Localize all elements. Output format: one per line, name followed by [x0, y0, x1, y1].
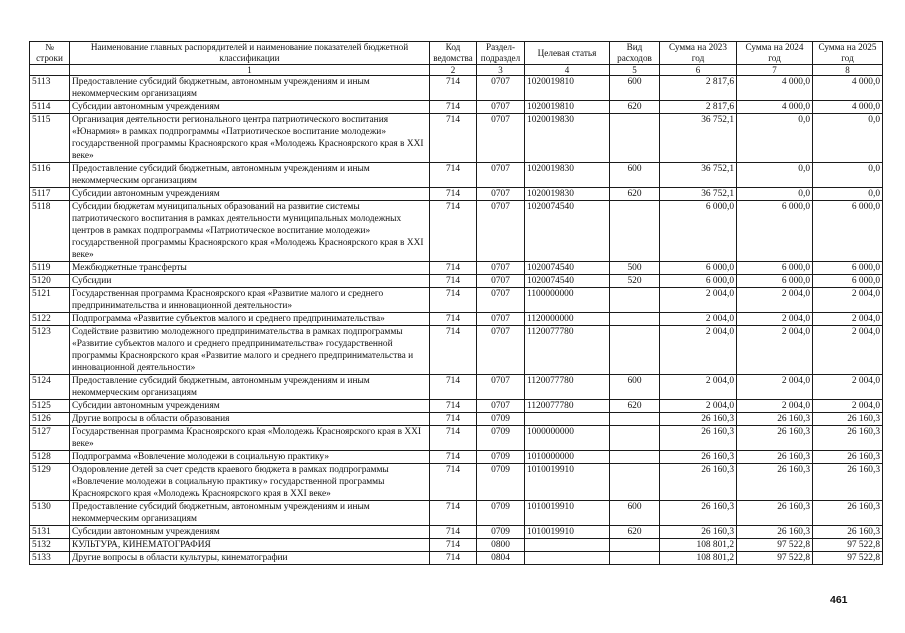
- section-code: 0707: [477, 375, 525, 400]
- sum-2023: 2 004,0: [660, 375, 737, 400]
- expense-type: 620: [610, 101, 660, 114]
- expense-type: 600: [610, 501, 660, 526]
- expense-type: [610, 288, 660, 313]
- header-target-item: Целевая статья: [525, 42, 610, 65]
- row-number: 5127: [30, 426, 70, 451]
- column-number: 6: [660, 65, 737, 76]
- row-name: Другие вопросы в области культуры, кинематографии: [70, 552, 430, 565]
- dept-code: 714: [430, 413, 477, 426]
- expense-type: [610, 114, 660, 163]
- target-item: 1020019810: [525, 76, 610, 101]
- row-name: Подпрограмма «Вовлечение молодежи в социальную практику»: [70, 451, 430, 464]
- sum-2025: 26 160,3: [813, 501, 883, 526]
- row-number: 5132: [30, 539, 70, 552]
- dept-code: 714: [430, 326, 477, 375]
- dept-code: 714: [430, 451, 477, 464]
- row-name: Субсидии автономным учреждениям: [70, 526, 430, 539]
- section-code: 0709: [477, 501, 525, 526]
- sum-2024: 0,0: [737, 163, 813, 188]
- target-item: 1000000000: [525, 426, 610, 451]
- column-number: 8: [813, 65, 883, 76]
- row-name: Субсидии автономным учреждениям: [70, 101, 430, 114]
- expense-type: 620: [610, 400, 660, 413]
- table-row: [30, 313, 883, 326]
- row-name: Предоставление субсидий бюджетным, автономным учреждениям и иным некоммерческим организациям: [70, 501, 430, 526]
- target-item: 1020019810: [525, 101, 610, 114]
- target-item: [525, 552, 610, 565]
- sum-2024: 0,0: [737, 114, 813, 163]
- dept-code: 714: [430, 552, 477, 565]
- section-code: 0707: [477, 163, 525, 188]
- table-row: [30, 552, 883, 565]
- expense-type: [610, 464, 660, 501]
- row-name: Государственная программа Красноярского края «Развитие малого и среднего предпринимательства и инновационной деятельности»: [70, 288, 430, 313]
- row-number: 5123: [30, 326, 70, 375]
- row-name: Субсидии автономным учреждениям: [70, 400, 430, 413]
- sum-2023: 2 817,6: [660, 101, 737, 114]
- column-number: 7: [737, 65, 813, 76]
- dept-code: 714: [430, 201, 477, 262]
- sum-2024: 2 004,0: [737, 313, 813, 326]
- column-number: 3: [477, 65, 525, 76]
- target-item: 1020019830: [525, 188, 610, 201]
- budget-table: [29, 41, 883, 565]
- column-number: [30, 65, 70, 76]
- column-number: 2: [430, 65, 477, 76]
- table-row: [30, 288, 883, 313]
- dept-code: 714: [430, 375, 477, 400]
- sum-2024: 26 160,3: [737, 464, 813, 501]
- sum-2024: 26 160,3: [737, 501, 813, 526]
- table-row: [30, 400, 883, 413]
- target-item: 1020074540: [525, 201, 610, 262]
- sum-2023: 2 004,0: [660, 400, 737, 413]
- dept-code: 714: [430, 288, 477, 313]
- sum-2023: 26 160,3: [660, 451, 737, 464]
- sum-2025: 2 004,0: [813, 288, 883, 313]
- sum-2024: 26 160,3: [737, 526, 813, 539]
- header-sum-2024: Сумма на 2024 год: [737, 42, 813, 65]
- table-row: [30, 539, 883, 552]
- sum-2025: 2 004,0: [813, 326, 883, 375]
- sum-2024: 97 522,8: [737, 552, 813, 565]
- expense-type: [610, 313, 660, 326]
- section-code: 0707: [477, 76, 525, 101]
- dept-code: 714: [430, 275, 477, 288]
- section-code: 0709: [477, 426, 525, 451]
- sum-2023: 26 160,3: [660, 413, 737, 426]
- row-number: 5115: [30, 114, 70, 163]
- table-row: [30, 501, 883, 526]
- table-row: [30, 413, 883, 426]
- sum-2023: 2 004,0: [660, 326, 737, 375]
- row-number: 5130: [30, 501, 70, 526]
- sum-2023: 2 817,6: [660, 76, 737, 101]
- target-item: 1120000000: [525, 313, 610, 326]
- row-name: Государственная программа Красноярского края «Молодежь Красноярского края в XXI веке»: [70, 426, 430, 451]
- target-item: 1020074540: [525, 275, 610, 288]
- header-row: [30, 42, 883, 65]
- section-code: 0707: [477, 201, 525, 262]
- expense-type: 600: [610, 163, 660, 188]
- section-code: 0709: [477, 526, 525, 539]
- sum-2025: 4 000,0: [813, 101, 883, 114]
- row-number: 5114: [30, 101, 70, 114]
- table-row: [30, 426, 883, 451]
- column-number: 1: [70, 65, 430, 76]
- section-code: 0707: [477, 288, 525, 313]
- sum-2023: 26 160,3: [660, 501, 737, 526]
- row-number: 5126: [30, 413, 70, 426]
- target-item: [525, 539, 610, 552]
- row-number: 5120: [30, 275, 70, 288]
- sum-2025: 2 004,0: [813, 400, 883, 413]
- dept-code: 714: [430, 313, 477, 326]
- page-number: 461: [830, 594, 848, 606]
- section-code: 0707: [477, 188, 525, 201]
- section-code: 0709: [477, 413, 525, 426]
- section-code: 0707: [477, 262, 525, 275]
- dept-code: 714: [430, 501, 477, 526]
- expense-type: 620: [610, 526, 660, 539]
- header-section: Раздел-подраздел: [477, 42, 525, 65]
- header-name: Наименование главных распорядителей и наименование показателей бюджетной классификации: [70, 42, 430, 65]
- header-expense-type: Вид расходов: [610, 42, 660, 65]
- row-number: 5118: [30, 201, 70, 262]
- row-name: Предоставление субсидий бюджетным, автономным учреждениям и иным некоммерческим организациям: [70, 163, 430, 188]
- sum-2025: 2 004,0: [813, 375, 883, 400]
- sum-2023: 36 752,1: [660, 188, 737, 201]
- target-item: 1020074540: [525, 262, 610, 275]
- sum-2025: 2 004,0: [813, 313, 883, 326]
- sum-2025: 26 160,3: [813, 413, 883, 426]
- section-code: 0709: [477, 451, 525, 464]
- sum-2023: 6 000,0: [660, 262, 737, 275]
- sum-2024: 4 000,0: [737, 101, 813, 114]
- sum-2024: 26 160,3: [737, 413, 813, 426]
- target-item: 1120077780: [525, 326, 610, 375]
- section-code: 0707: [477, 275, 525, 288]
- header-sum-2023: Сумма на 2023 год: [660, 42, 737, 65]
- table-row: [30, 262, 883, 275]
- section-code: 0800: [477, 539, 525, 552]
- expense-type: 500: [610, 262, 660, 275]
- dept-code: 714: [430, 101, 477, 114]
- expense-type: [610, 413, 660, 426]
- sum-2024: 2 004,0: [737, 288, 813, 313]
- row-name: Организация деятельности регионального центра патриотического воспитания «Юнармия» в рамках подпрограммы «Патриотическое воспитание молодежи» государственной программы Красноярского края «Молодежь Красноярского края в XXI веке»: [70, 114, 430, 163]
- sum-2024: 97 522,8: [737, 539, 813, 552]
- expense-type: [610, 539, 660, 552]
- dept-code: 714: [430, 464, 477, 501]
- target-item: 1010019910: [525, 501, 610, 526]
- target-item: 1010000000: [525, 451, 610, 464]
- sum-2025: 26 160,3: [813, 526, 883, 539]
- sum-2023: 6 000,0: [660, 275, 737, 288]
- sum-2025: 6 000,0: [813, 275, 883, 288]
- sum-2023: 2 004,0: [660, 313, 737, 326]
- dept-code: 714: [430, 262, 477, 275]
- target-item: 1010019910: [525, 464, 610, 501]
- column-number-row: [30, 65, 883, 76]
- table-row: [30, 275, 883, 288]
- dept-code: 714: [430, 163, 477, 188]
- row-name: Подпрограмма «Развитие субъектов малого и среднего предпринимательства»: [70, 313, 430, 326]
- table-row: [30, 326, 883, 375]
- sum-2024: 6 000,0: [737, 262, 813, 275]
- row-number: 5124: [30, 375, 70, 400]
- sum-2024: 2 004,0: [737, 400, 813, 413]
- table-row: [30, 188, 883, 201]
- table-row: [30, 76, 883, 101]
- expense-type: [610, 426, 660, 451]
- table-row: [30, 101, 883, 114]
- row-number: 5128: [30, 451, 70, 464]
- sum-2025: 0,0: [813, 163, 883, 188]
- row-name: Предоставление субсидий бюджетным, автономным учреждениям и иным некоммерческим организациям: [70, 375, 430, 400]
- expense-type: 600: [610, 76, 660, 101]
- sum-2024: 6 000,0: [737, 201, 813, 262]
- sum-2024: 6 000,0: [737, 275, 813, 288]
- sum-2024: 2 004,0: [737, 375, 813, 400]
- target-item: 1020019830: [525, 114, 610, 163]
- sum-2025: 0,0: [813, 188, 883, 201]
- row-name: Межбюджетные трансферты: [70, 262, 430, 275]
- sum-2024: 4 000,0: [737, 76, 813, 101]
- expense-type: 620: [610, 188, 660, 201]
- header-sum-2025: Сумма на 2025 год: [813, 42, 883, 65]
- sum-2023: 108 801,2: [660, 539, 737, 552]
- row-name: Субсидии автономным учреждениям: [70, 188, 430, 201]
- table-row: [30, 526, 883, 539]
- dept-code: 714: [430, 526, 477, 539]
- dept-code: 714: [430, 76, 477, 101]
- sum-2025: 97 522,8: [813, 539, 883, 552]
- section-code: 0707: [477, 400, 525, 413]
- sum-2024: 26 160,3: [737, 426, 813, 451]
- row-name: Субсидии бюджетам муниципальных образований на развитие системы патриотического воспитания в рамках деятельности муниципальных молодежных центров в рамках подпрограммы «Патриотическое воспитание молодежи» государственной программы Красноярского края «Молодежь Красноярского края в XXI веке»: [70, 201, 430, 262]
- header-row-no: № строки: [30, 42, 70, 65]
- dept-code: 714: [430, 400, 477, 413]
- sum-2025: 26 160,3: [813, 451, 883, 464]
- row-name: Предоставление субсидий бюджетным, автономным учреждениям и иным некоммерческим организациям: [70, 76, 430, 101]
- table-row: [30, 464, 883, 501]
- header-dept-code: Код ведомства: [430, 42, 477, 65]
- row-number: 5117: [30, 188, 70, 201]
- sum-2024: 0,0: [737, 188, 813, 201]
- dept-code: 714: [430, 426, 477, 451]
- sum-2025: 0,0: [813, 114, 883, 163]
- target-item: [525, 413, 610, 426]
- sum-2023: 36 752,1: [660, 114, 737, 163]
- row-number: 5119: [30, 262, 70, 275]
- sum-2025: 4 000,0: [813, 76, 883, 101]
- row-name: Субсидии: [70, 275, 430, 288]
- section-code: 0804: [477, 552, 525, 565]
- expense-type: 520: [610, 275, 660, 288]
- sum-2023: 108 801,2: [660, 552, 737, 565]
- row-number: 5116: [30, 163, 70, 188]
- sum-2025: 6 000,0: [813, 262, 883, 275]
- sum-2025: 6 000,0: [813, 201, 883, 262]
- table-row: [30, 451, 883, 464]
- table-row: [30, 163, 883, 188]
- expense-type: [610, 451, 660, 464]
- sum-2024: 2 004,0: [737, 326, 813, 375]
- target-item: 1100000000: [525, 288, 610, 313]
- row-number: 5129: [30, 464, 70, 501]
- sum-2023: 6 000,0: [660, 201, 737, 262]
- expense-type: [610, 552, 660, 565]
- row-number: 5125: [30, 400, 70, 413]
- row-number: 5133: [30, 552, 70, 565]
- row-name: Содействие развитию молодежного предпринимательства в рамках подпрограммы «Развитие субъектов малого и среднего предпринимательства» государственной программы Красноярского края «Развитие малого и среднего предпринимательства и инновационной деятельности»: [70, 326, 430, 375]
- sum-2024: 26 160,3: [737, 451, 813, 464]
- target-item: 1010019910: [525, 526, 610, 539]
- sum-2023: 26 160,3: [660, 464, 737, 501]
- sum-2023: 2 004,0: [660, 288, 737, 313]
- target-item: 1020019830: [525, 163, 610, 188]
- row-name: КУЛЬТУРА, КИНЕМАТОГРАФИЯ: [70, 539, 430, 552]
- table-body: [30, 76, 883, 565]
- section-code: 0709: [477, 464, 525, 501]
- row-number: 5122: [30, 313, 70, 326]
- expense-type: 600: [610, 375, 660, 400]
- section-code: 0707: [477, 114, 525, 163]
- row-number: 5131: [30, 526, 70, 539]
- section-code: 0707: [477, 101, 525, 114]
- dept-code: 714: [430, 539, 477, 552]
- table-row: [30, 201, 883, 262]
- dept-code: 714: [430, 114, 477, 163]
- sum-2023: 26 160,3: [660, 426, 737, 451]
- sum-2023: 36 752,1: [660, 163, 737, 188]
- expense-type: [610, 201, 660, 262]
- expense-type: [610, 326, 660, 375]
- row-number: 5113: [30, 76, 70, 101]
- section-code: 0707: [477, 313, 525, 326]
- sum-2025: 26 160,3: [813, 426, 883, 451]
- row-name: Другие вопросы в области образования: [70, 413, 430, 426]
- column-number: 4: [525, 65, 610, 76]
- target-item: 1120077780: [525, 375, 610, 400]
- table-row: [30, 114, 883, 163]
- sum-2023: 26 160,3: [660, 526, 737, 539]
- sum-2025: 26 160,3: [813, 464, 883, 501]
- table-row: [30, 375, 883, 400]
- dept-code: 714: [430, 188, 477, 201]
- section-code: 0707: [477, 326, 525, 375]
- row-name: Оздоровление детей за счет средств краевого бюджета в рамках подпрограммы «Вовлечение молодежи в социальную практику» государственной программы Красноярского края «Молодежь Красноярского края в XXI веке»: [70, 464, 430, 501]
- sum-2025: 97 522,8: [813, 552, 883, 565]
- target-item: 1120077780: [525, 400, 610, 413]
- row-number: 5121: [30, 288, 70, 313]
- column-number: 5: [610, 65, 660, 76]
